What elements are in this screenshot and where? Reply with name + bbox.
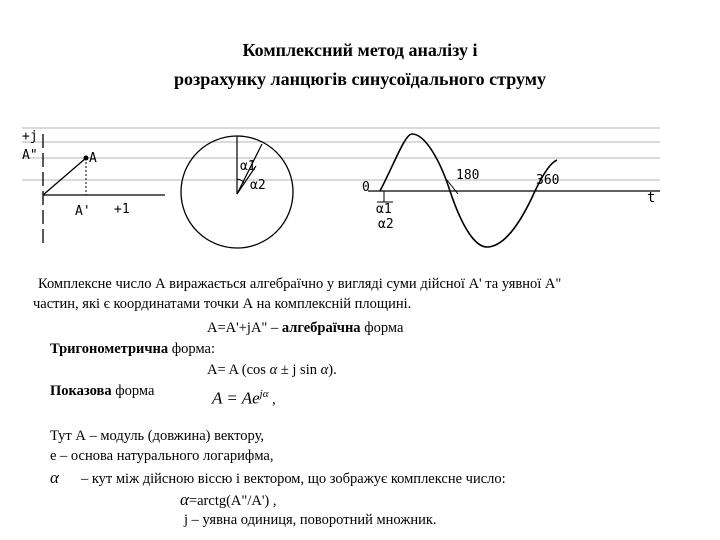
sine-wave-plot	[362, 134, 660, 247]
title-line-1: Комплексний метод аналізу і	[242, 40, 478, 60]
label-a-imag: A"	[22, 148, 38, 163]
label-a-real: A'	[75, 204, 91, 219]
algebraic-form-line	[207, 320, 403, 337]
wave-tick-360: 360	[536, 173, 560, 188]
wave-tick-180: 180	[456, 168, 480, 183]
exp-formula-sup: jα	[259, 388, 269, 400]
diagram	[0, 122, 720, 257]
def3-alpha: α	[50, 468, 59, 487]
definition-line-5: j – уявна одиниця, поворотний множник.	[184, 512, 437, 528]
algebraic-formula: A=A'+jA"	[207, 320, 268, 336]
algebraic-rest: форма	[360, 320, 404, 336]
algebraic-dash: –	[267, 320, 282, 336]
rotation-circle	[181, 136, 293, 248]
exp-formula-a: A = Ae	[212, 388, 260, 408]
definition-line-2: e – основа натурального логарифма,	[50, 448, 274, 464]
grid-lines	[22, 128, 660, 180]
trig-alpha-1: α	[269, 362, 278, 378]
circle-alpha1: α1	[240, 159, 256, 174]
label-a-point: A	[89, 151, 97, 166]
wave-alpha1: α1	[376, 202, 392, 217]
definition-line-1: Тут А – модуль (довжина) вектору,	[50, 428, 265, 444]
algebraic-bold: алгебраїчна	[281, 320, 361, 336]
definition-line-3	[50, 468, 506, 488]
exp-rest: форма	[111, 383, 155, 399]
wave-origin-label: 0	[362, 180, 370, 195]
definition-line-4	[180, 490, 277, 510]
def4-alpha: α	[180, 490, 189, 509]
title-line-2: розрахунку ланцюгів синусоїдального струму	[173, 69, 547, 89]
exp-formula	[212, 388, 276, 409]
trig-formula	[207, 362, 337, 379]
paragraph-line-1: Комплексне число А виражається алгебраїчно у вигляді суми дійсної A' та уявної A"	[38, 276, 562, 292]
def4-text: =arctg(A"/A') ,	[188, 493, 277, 509]
page-title	[0, 36, 720, 94]
trig-formula-b: ± j sin	[277, 362, 321, 378]
exp-formula-c: ,	[268, 391, 276, 408]
axis-1-label: +1	[114, 202, 130, 217]
trig-formula-a: A= A (cos	[207, 362, 270, 378]
wave-alpha2: α2	[378, 217, 394, 232]
circle-alpha2: α2	[250, 178, 266, 193]
paragraph-line-2: частин, які є координатами точки А на комплексній площині.	[33, 296, 412, 312]
trig-formula-c: ).	[328, 362, 337, 378]
trig-bold: Тригонометрична	[50, 341, 169, 357]
trig-form-heading	[50, 341, 215, 358]
exp-form-heading	[50, 383, 154, 400]
complex-plane	[22, 129, 165, 248]
axis-j-label: +j	[22, 129, 38, 144]
wave-axis-t: t	[647, 190, 656, 206]
exp-bold: Показова	[50, 383, 112, 399]
trig-alpha-2: α	[320, 362, 329, 378]
trig-rest: форма:	[168, 341, 215, 357]
def3-text: – кут між дійсною віссю і вектором, що зображує комплексне число:	[80, 471, 506, 487]
